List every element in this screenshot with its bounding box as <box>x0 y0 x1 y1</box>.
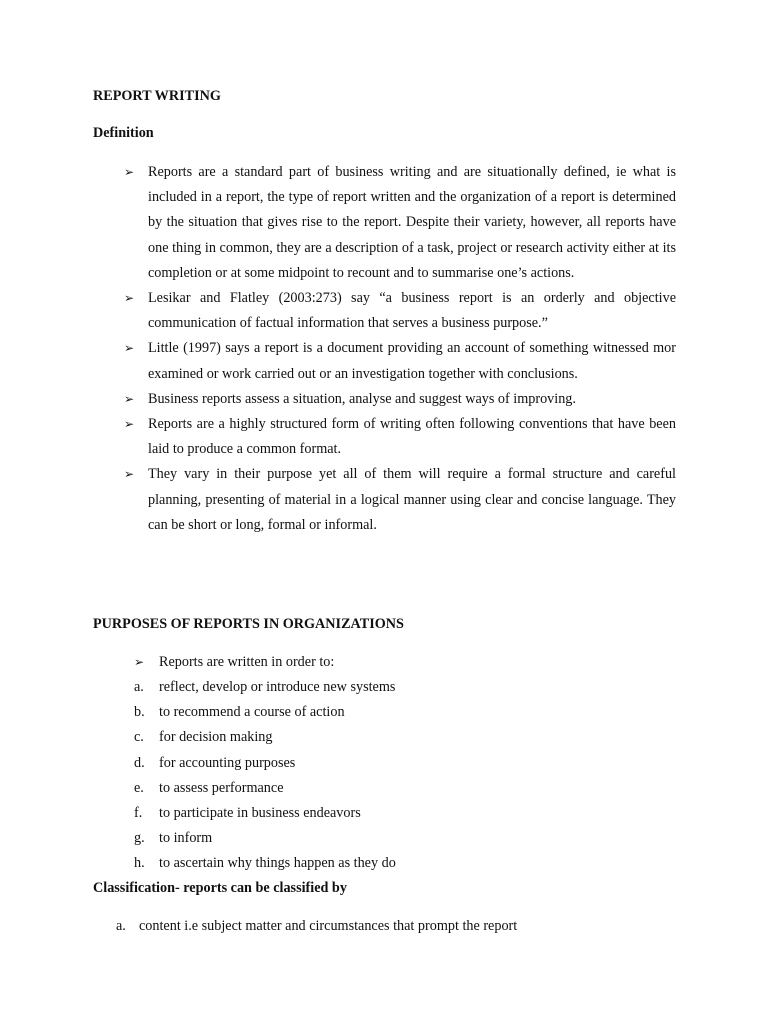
list-item <box>124 387 676 412</box>
list-item <box>134 776 396 801</box>
list-marker: g. <box>134 830 145 847</box>
list-item <box>134 851 396 876</box>
list-item-text: Reports are a standard part of business writing and are situationally defined, ie what is included in a report, the type of report written and the organization of a report is determined by the situation that gives rise to the report. Despite their variety, however, all reports have one thing in common, they are a description of a task, project or research activity either at its completion or at some midpoint to recount and to summarise one’s actions. <box>148 164 676 281</box>
classification-heading: Classification- reports can be classified by <box>93 880 347 896</box>
arrowhead-bullet-icon: ➢ <box>124 165 135 179</box>
list-item-text: reflect, develop or introduce new systems <box>159 679 396 695</box>
list-item-text: for accounting purposes <box>159 754 296 771</box>
list-item <box>124 286 676 336</box>
list-marker: h. <box>134 855 145 872</box>
arrowhead-bullet-icon: ➢ <box>134 655 145 669</box>
list-item-text: to inform <box>159 830 213 847</box>
list-item <box>134 650 334 675</box>
list-item <box>124 462 676 538</box>
list-item-text: to ascertain why things happen as they do <box>159 855 396 872</box>
list-item <box>124 336 676 386</box>
list-item-text: They vary in their purpose yet all of them will require a formal structure and careful planning, presenting of material in a logical manner using clear and concise language. They can be short or long, formal or informal. <box>148 466 676 533</box>
list-marker: a. <box>134 679 144 695</box>
list-item <box>134 700 396 725</box>
list-item-text: for decision making <box>159 729 273 746</box>
document-title: REPORT WRITING <box>93 88 221 104</box>
list-marker: b. <box>134 704 145 721</box>
list-item-text: to recommend a course of action <box>159 704 345 721</box>
purposes-heading: PURPOSES OF REPORTS IN ORGANIZATIONS <box>93 616 404 632</box>
arrowhead-bullet-icon: ➢ <box>124 417 135 432</box>
list-marker: c. <box>134 729 144 746</box>
list-item <box>134 801 396 826</box>
list-item <box>116 914 517 939</box>
list-item <box>134 826 396 851</box>
definition-list <box>124 160 676 538</box>
list-marker: f. <box>134 805 143 822</box>
purposes-intro-list <box>134 650 334 675</box>
list-item <box>134 675 396 700</box>
classification-list <box>116 914 517 939</box>
list-item <box>124 412 676 462</box>
list-item <box>124 160 676 286</box>
list-item-text: Lesikar and Flatley (2003:273) say “a business report is an orderly and objective communication of factual information that serves a business purpose.” <box>148 290 676 332</box>
list-marker: e. <box>134 779 144 796</box>
list-marker: a. <box>116 918 126 934</box>
arrowhead-bullet-icon: ➢ <box>124 467 135 482</box>
list-item-text: Little (1997) says a report is a document providing an account of something witnessed mor examined or work carried out or an investigation together with conclusions. <box>148 340 676 382</box>
list-item-text: content i.e subject matter and circumstances that prompt the report <box>139 918 518 934</box>
arrowhead-bullet-icon: ➢ <box>124 391 135 406</box>
arrowhead-bullet-icon: ➢ <box>124 291 135 306</box>
purposes-intro: Reports are written in order to: <box>159 654 335 670</box>
list-item <box>134 751 396 776</box>
list-item-text: Reports are a highly structured form of writing often following conventions that have been laid to produce a common format. <box>148 416 676 458</box>
arrowhead-bullet-icon: ➢ <box>124 341 135 356</box>
list-item-text: to participate in business endeavors <box>159 805 361 822</box>
list-item <box>134 725 396 750</box>
purposes-list <box>134 675 396 877</box>
list-item-text: Business reports assess a situation, analyse and suggest ways of improving. <box>148 390 576 407</box>
definition-heading: Definition <box>93 125 154 141</box>
list-item-text: to assess performance <box>159 779 284 796</box>
list-marker: d. <box>134 754 145 771</box>
